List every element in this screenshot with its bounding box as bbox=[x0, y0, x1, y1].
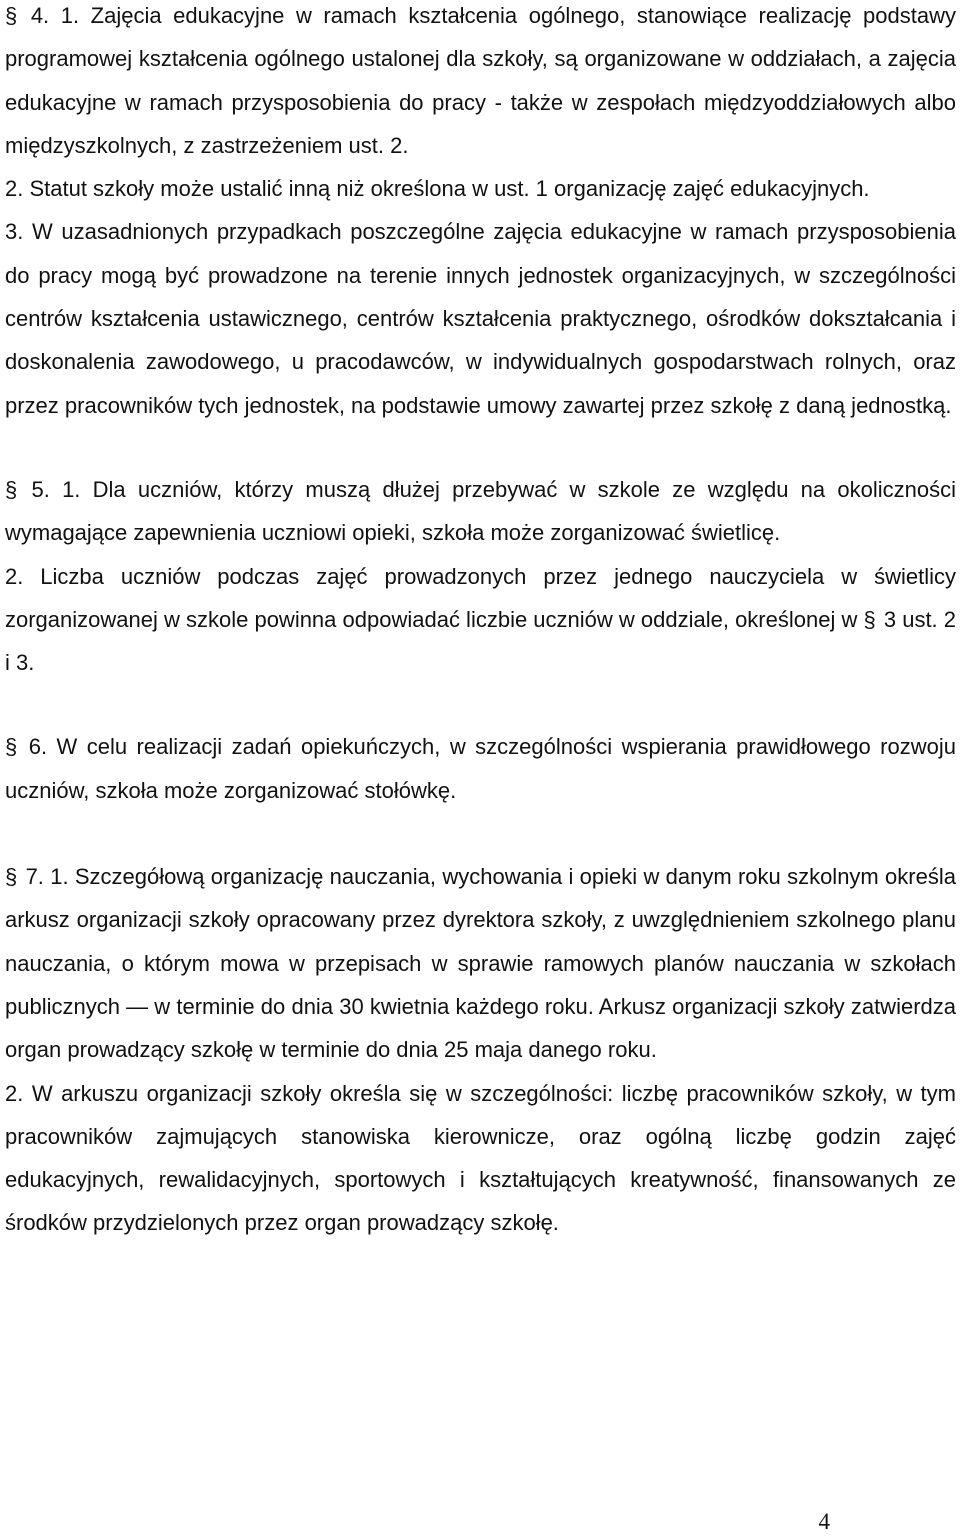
section-symbol: § bbox=[863, 606, 876, 632]
paragraph-7-2 bbox=[5, 1072, 956, 1245]
paragraph-ref: 3 ust. 2 i 3. bbox=[5, 606, 957, 676]
paragraph-4-1 bbox=[5, 0, 956, 167]
paragraph-lead: 7. 1. bbox=[25, 864, 69, 890]
paragraph-text: Zajęcia edukacyjne w ramach kształcenia ogólnego, stanowiące realizację podstawy programowej kształcenia ogólnego ustalonej dla szkoły, są organizowane w oddziałach, a zajęcia edukacyjne w ramach przysposobienia do pracy - także w zespołach międzyoddziałowych albo międzyszkolnych, z zastrzeżeniem ust. 2. bbox=[5, 3, 956, 158]
paragraph-text: Dla uczniów, którzy muszą dłużej przebywać w szkole ze względu na okoliczności wymagające zapewnienia uczniowi opieki, szkoła może zorganizować świetlicę. bbox=[5, 476, 956, 546]
spacer bbox=[5, 427, 956, 468]
section-symbol: § bbox=[5, 864, 18, 890]
section-symbol: § bbox=[5, 734, 18, 760]
spacer bbox=[5, 684, 956, 725]
paragraph-6 bbox=[5, 725, 956, 812]
paragraph-5-2 bbox=[5, 555, 956, 685]
paragraph-text: W celu realizacji zadań opiekuńczych, w szczególności wspierania prawidłowego rozwoju uczniów, szkoła może zorganizować stołówkę. bbox=[5, 734, 956, 803]
paragraph-text: 2. Liczba uczniów podczas zajęć prowadzonych przez jednego nauczyciela w świetlicy zorganizowanej w szkole powinna odpowiadać liczbie uczniów w oddziale, określonej w bbox=[5, 563, 956, 632]
paragraph-4-2 bbox=[5, 167, 956, 210]
spacer bbox=[5, 812, 956, 855]
page-number: 4 bbox=[818, 1509, 830, 1534]
paragraph-lead: 4. 1. bbox=[30, 3, 80, 28]
paragraph-text: 2. Statut szkoły może ustalić inną niż określona w ust. 1 organizację zajęć edukacyjnych. bbox=[5, 176, 870, 202]
paragraph-lead: 5. 1. bbox=[31, 476, 81, 502]
section-symbol: § bbox=[5, 3, 18, 28]
paragraph-lead: 6. bbox=[28, 734, 48, 760]
document-body bbox=[5, 0, 956, 1245]
paragraph-7-1 bbox=[5, 855, 956, 1071]
paragraph-5-1 bbox=[5, 468, 956, 555]
paragraph-text: Szczegółową organizację nauczania, wychowania i opieki w danym roku szkolnym określa arkusz organizacji szkoły opracowany przez dyrektora szkoły, z uwzględnieniem szkolnego planu nauczania, o którym mowa w przepisach w sprawie ramowych planów nauczania w szkołach publicznych — w terminie do dnia 30 kwietnia każdego roku. Arkusz organizacji szkoły zatwierdza organ prowadzący szkołę w terminie do dnia 25 maja danego roku. bbox=[5, 864, 956, 1063]
paragraph-text: 2. W arkuszu organizacji szkoły określa się w szczególności: liczbę pracowników szkoły, w tym pracowników zajmujących stanowiska kierownicze, oraz ogólną liczbę godzin zajęć edukacyjnych, rewalidacyjnych, sportowych i kształtujących kreatywność, finansowanych ze środków przydzielonych przez organ prowadzący szkołę. bbox=[5, 1080, 956, 1236]
paragraph-4-3 bbox=[5, 210, 956, 426]
paragraph-text: 3. W uzasadnionych przypadkach poszczególne zajęcia edukacyjne w ramach przysposobienia do pracy mogą być prowadzone na terenie innych jednostek organizacyjnych, w szczególności centrów kształcenia ustawicznego, centrów kształcenia praktycznego, ośrodków dokształcania i doskonalenia zawodowego, u pracodawców, w indywidualnych gospodarstwach rolnych, oraz przez pracowników tych jednostek, na podstawie umowy zawartej przez szkołę z daną jednostką. bbox=[5, 219, 956, 418]
section-symbol: § bbox=[5, 476, 18, 502]
